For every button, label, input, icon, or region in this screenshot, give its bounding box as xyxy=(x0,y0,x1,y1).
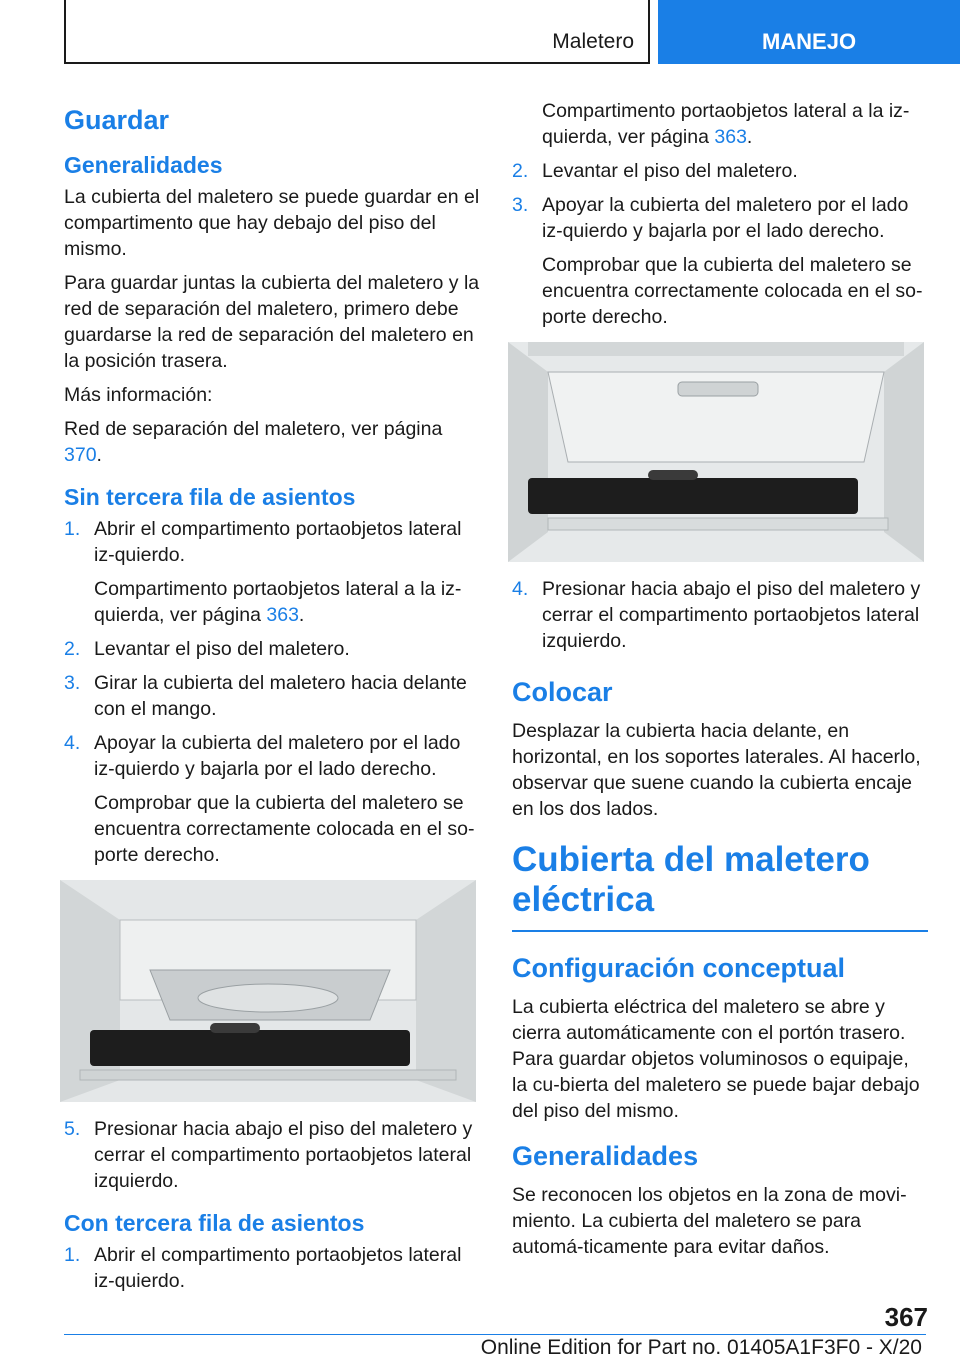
list-item xyxy=(512,158,928,184)
step-note xyxy=(512,98,928,150)
step-text: Presionar hacia abajo el piso del maletero y cerrar el compartimento portaobjetos lateral izquierdo. xyxy=(94,1118,473,1192)
trunk-illustration-2 xyxy=(508,342,928,562)
step-text: Levantar el piso del maletero. xyxy=(542,160,798,182)
step-note: Comprobar que la cubierta del maletero se encuentra correctamente colocada en el so‐porte derecho. xyxy=(542,254,923,328)
step-text: Presionar hacia abajo el piso del maletero y cerrar el compartimento portaobjetos lateral izquierdo. xyxy=(542,578,921,652)
note-end: . xyxy=(298,604,305,626)
reference-text: Red de separación del maletero, ver página xyxy=(64,418,443,440)
heading-colocar: Colocar xyxy=(512,677,613,707)
list-item xyxy=(64,1116,480,1194)
note-end: . xyxy=(746,126,753,148)
trunk-illustration-1 xyxy=(60,880,480,1102)
heading-generalidades: Generalidades xyxy=(64,152,223,178)
paragraph: Para guardar juntas la cubierta del maletero y la red de separación del maletero, primero debe guardarse la red de separación del maletero en la posición trasera. xyxy=(64,272,480,372)
step-number: 3. xyxy=(64,672,81,694)
step-number: 5. xyxy=(64,1118,81,1140)
left-column xyxy=(64,96,480,1302)
paragraph: La cubierta del maletero se puede guardar en el compartimento que hay debajo del piso del mismo. xyxy=(64,186,480,260)
header-chapter-tab[interactable]: MANEJO xyxy=(658,0,960,64)
step-number: 4. xyxy=(512,578,529,600)
step-text: Apoyar la cubierta del maletero por el lado iz‐quierdo y bajarla por el lado derecho. xyxy=(94,732,461,780)
step-text: Abrir el compartimento portaobjetos lateral iz‐quierdo. xyxy=(94,518,462,566)
step-text: Girar la cubierta del maletero hacia delante con el mango. xyxy=(94,672,467,720)
trunk-cover-image xyxy=(60,880,476,1102)
note-text: Compartimento portaobjetos lateral a la iz‐quierda, ver página xyxy=(542,100,910,148)
page-link-370[interactable]: 370 xyxy=(64,444,97,466)
right-column xyxy=(512,98,928,1268)
list-item xyxy=(64,636,480,662)
note-text: Compartimento portaobjetos lateral a la iz‐quierda, ver página xyxy=(94,578,462,626)
list-item xyxy=(64,670,480,722)
list-item xyxy=(512,192,928,244)
footer-edition: Online Edition for Part no. 01405A1F3F0 - X/20 xyxy=(480,1336,922,1359)
heading-con-tercera-fila: Con tercera fila de asientos xyxy=(64,1210,365,1236)
step-text: Apoyar la cubierta del maletero por el lado iz‐quierdo y bajarla por el lado derecho. xyxy=(542,194,909,242)
heading-generalidades-2: Generalidades xyxy=(512,1141,699,1171)
reference-end: . xyxy=(96,444,102,466)
list-item xyxy=(512,576,928,654)
list-item xyxy=(64,730,480,782)
page-number: 367 xyxy=(884,1302,928,1332)
paragraph: Se reconocen los objetos en la zona de movi‐miento. La cubierta del maletero se para automá‐ticamente para evitar daños. xyxy=(512,1184,907,1258)
step-note: Comprobar que la cubierta del maletero se encuentra correctamente colocada en el so‐porte derecho. xyxy=(94,792,475,866)
trunk-cover-third-row-image xyxy=(508,342,924,562)
list-item xyxy=(64,516,480,568)
page-link-363[interactable]: 363 xyxy=(714,126,747,148)
step-number: 2. xyxy=(64,638,81,660)
paragraph: Más información: xyxy=(64,384,213,406)
step-number: 1. xyxy=(64,518,81,540)
paragraph: La cubierta eléctrica del maletero se abre y cierra automáticamente con el portón trasero. Para guardar objetos voluminosos o equipaje, la cu‐bierta del maletero se puede bajar debajo del piso del mismo. xyxy=(512,996,920,1122)
paragraph: Desplazar la cubierta hacia delante, en horizontal, en los soportes laterales. Al hacerlo, observar que suene cuando la cubierta encaje en los dos lados. xyxy=(512,720,921,820)
footer-divider xyxy=(64,1334,926,1335)
step-number: 3. xyxy=(512,194,529,216)
step-note xyxy=(64,576,480,628)
step-text: Abrir el compartimento portaobjetos lateral iz‐quierdo. xyxy=(94,1244,462,1292)
step-number: 2. xyxy=(512,160,529,182)
heading-guardar: Guardar xyxy=(64,105,170,135)
heading-sin-tercera-fila: Sin tercera fila de asientos xyxy=(64,484,356,510)
page-link-363[interactable]: 363 xyxy=(266,604,299,626)
step-number: 4. xyxy=(64,732,81,754)
list-item xyxy=(64,1242,480,1294)
heading-cubierta-electrica: Cubierta del maletero eléctrica xyxy=(512,840,928,932)
header-section-title: Maletero xyxy=(552,30,634,53)
heading-configuracion: Configuración conceptual xyxy=(512,953,846,983)
step-number: 1. xyxy=(64,1244,81,1266)
paragraph-reference xyxy=(64,416,480,468)
step-text: Levantar el piso del maletero. xyxy=(94,638,350,660)
